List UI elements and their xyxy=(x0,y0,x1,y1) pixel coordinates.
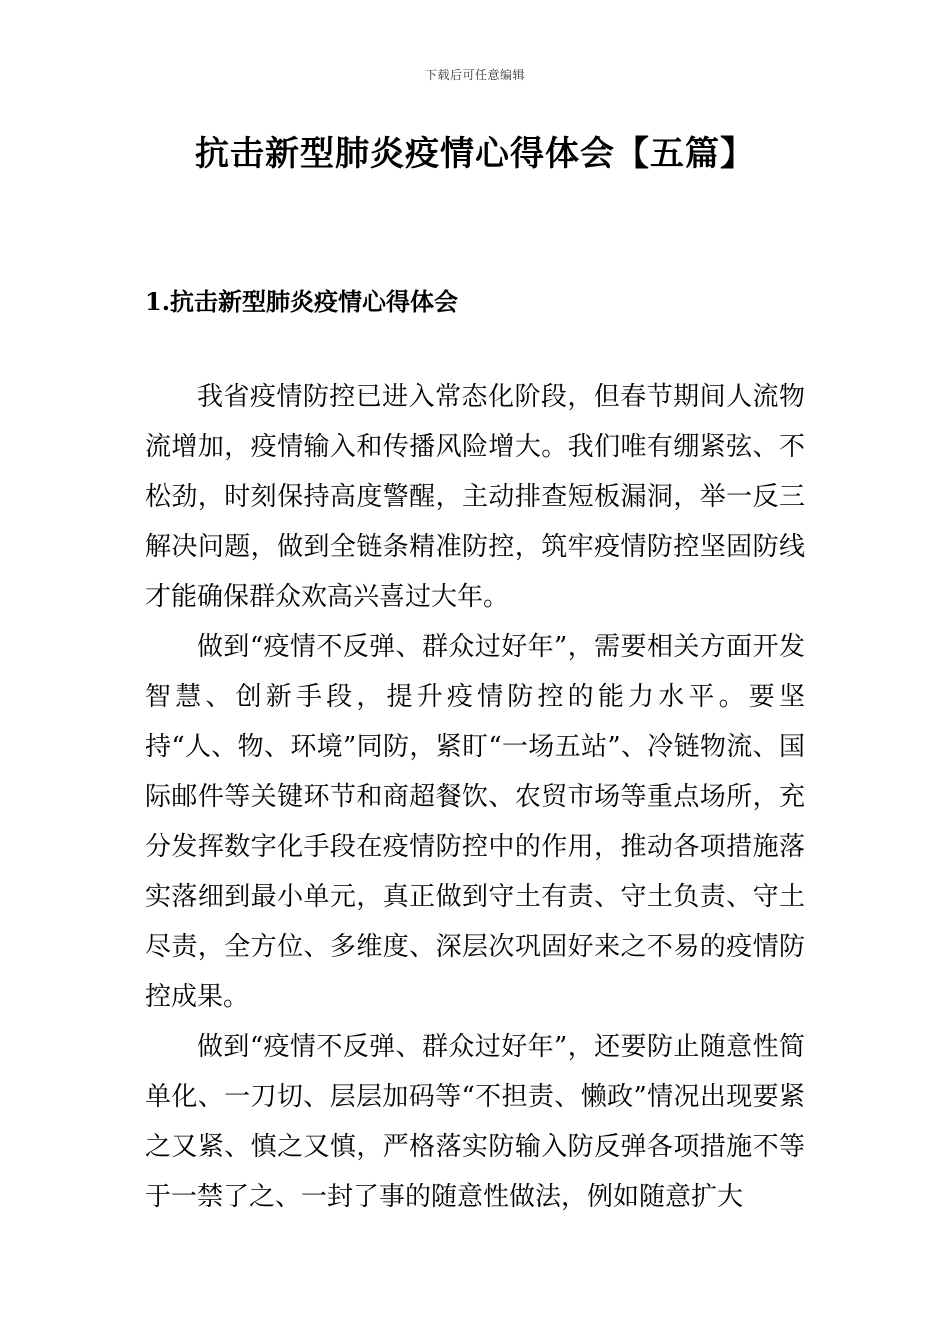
paragraph-1: 我省疫情防控已进入常态化阶段，但春节期间人流物流增加，疫情输入和传播风险增大。我们唯有绷紧弦、不松劲，时刻保持高度警醒，主动排查短板漏洞，举一反三解决问题，做到全链条精准防控，筑牢疫情防控坚固防线才能确保群众欢高兴喜过大年。 xyxy=(145,382,805,612)
header-note: 下载后可任意编辑 xyxy=(424,68,525,82)
section-heading: 1.抗击新型肺炎疫情心得体会 xyxy=(145,287,459,316)
document-body xyxy=(145,372,805,1222)
paragraph-2: 做到“疫情不反弹、群众过好年”，需要相关方面开发智慧、创新手段，提升疫情防控的能力水平。要坚持“人、物、环境”同防，紧盯“一场五站”、冷链物流、国际邮件等关键环节和商超餐饮、农贸市场等重点场所，充分发挥数字化手段在疫情防控中的作用，推动各项措施落实落细到最小单元，真正做到守土有责、守土负责、守土尽责，全方位、多维度、深层次巩固好来之不易的疫情防控成果。 xyxy=(145,632,805,1012)
paragraph-3: 做到“疫情不反弹、群众过好年”，还要防止随意性简单化、一刀切、层层加码等“不担责、懒政”情况出现要紧之又紧、慎之又慎，严格落实防输入防反弹各项措施不等于一禁了之、一封了事的随意性做法，例如随意扩大 xyxy=(145,1032,805,1212)
document-title: 抗击新型肺炎疫情心得体会【五篇】 xyxy=(195,134,755,174)
